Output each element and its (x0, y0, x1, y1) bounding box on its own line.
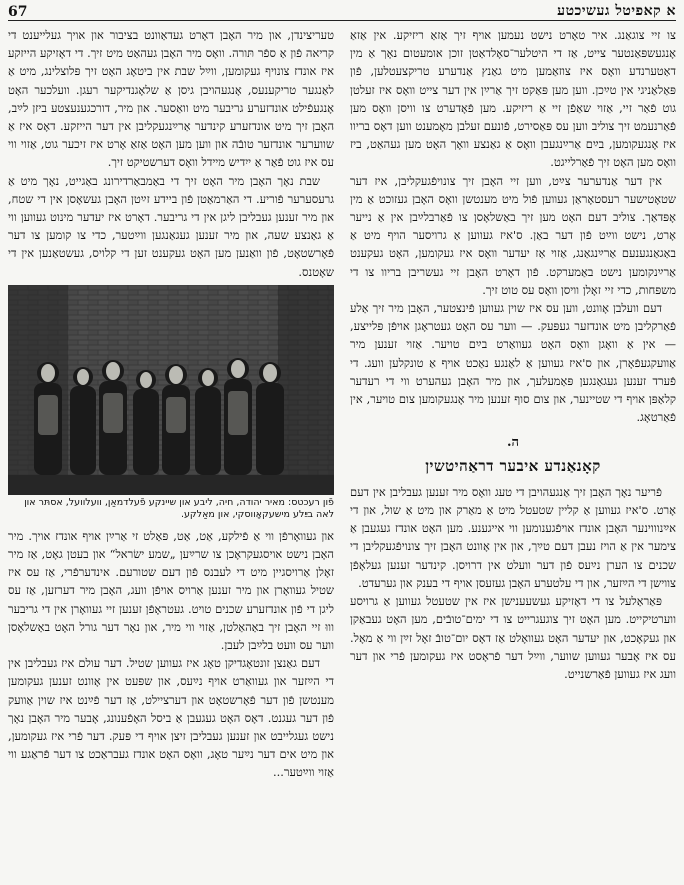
right-column (350, 26, 676, 879)
running-title: א קאפיטל געשיכטע (557, 3, 676, 19)
body-paragraph: דעם גאַנצן זונטאָגדיקן טאָג איז געווען שטיל. דער עולם איז געבליבן אין די הײַזער און געוואַרט אויף נײַעס, און שפּעט אין אָוונט זענען געקומען מענטשן פֿון דער פֿאָרשטאָט און דערציילט, אַז דער פֿײַנט איז שוין אַוועק פֿון דער געגנט. דאָס האָט געגעבן אַ ביסל האָפֿענונג, אָבער מיר האָבן נאָך נישט געגלייבט און זענען געבליבן זיצן אויף די פּעק. דער פֿרי איז געקומען, און מיט אים דער נײַער טאָג, וואָס האָט אונדז געבראַכט צו דער פֿראַגע ווי אַזוי ווײַטער... (8, 656, 334, 780)
body-paragraph: און געוואָרפֿן ווי אַ פֿילקע, אַט, אַט, פּאַלט זי אַרײַן אויף אונדז אויך. מיר האָבן נישט אויסגעקראָכן צו שרײַען „שמע ישׂראל“ און בעטן גאָט, אַז מיר זאָלן אַרויסגיין מיט די לעבנס פֿון דעם שטורעם. אינדערפֿרי, אַז עס איז שטיל געוואָרן און מיר זענען אַרויס אויפֿן וועג, האָבן מיר דערזען, אַז עס ליגן די פֿון אונדזערע שכנים טויט. געטראָפֿן זענען זיי געוואָרן אין די גריבער וווּ זיי האָבן זיך באַהאַלטן, אַזוי ווי מיר, און נאָר דער גורל האָט באַשלאָסן ווער עס וועט בלײַבן לעבן. (8, 528, 334, 653)
body-paragraph: דעם וועלבן אָוונט, ווען עס איז שוין געווען פֿינצטער, האָבן מיר זיך אַלע פֿאַרקליבן מיט אונדזער געפּעק. — ווער עס האָט געטראָגן אויפֿן פּלייצע, — אין אַ וואָגן וואָס האָט געוואַרט בײַם טויער. אַזוי זענען מיר אַוועקגעפֿאָרן, און ס'איז געווען אַ לאַנגע נאַכט אויף אַ טונקלען וועג. די פֿערד זענען געגאַנגען פּאַמעלעך, און מיר האָבן געהערט ווי די רעדער קלאַפּן אויף די שטיינער, און צום סוף זענען מיר אָנגעקומען צום טויער, אין פֿאַרטאָג. (350, 301, 676, 425)
section-title: קאָנאַנדע איבער דראַהיטשין (425, 456, 601, 475)
left-column (8, 26, 334, 879)
page-header (8, 2, 676, 21)
page-number: 67 (8, 4, 28, 20)
body-paragraph: צו זיי צוגאַנג. איר טאָרט נישט נעמען אויף זיך אַזאַ ריזיקע. אין אַזאַ אָנגעשפּאַנטער צייט, אַז די היטלער־סאָלדאַטן זוכן אומעטום נאָך אַ מין דאַטערנדע וואָס איז צוזאַמען מיט גאַנץ אַנדערע טריקצעטלען, פֿון פּאַלאַניגי אין טײַכן. ווען מען פּאַקט זיך אַרײַן אין דער צייט וואָס איז זעלטן גוט פֿאַר זיי, אַזוי שאַפֿן זיי אַ ריזיקע. מען פֿאָדערט צו וויסן וואָס מען פֿאַרנעמט זיך צוליב ווען עס פּאַסירט, פֿונעם זעלבן מאָמענט ווען דאָס בריוו איז אָנגעקומען, בײַם אַרײַנגעבן וואָס אַ גאַנצע וואָך האָט מען געהאַט, ביז וואָס מען האָט זיך פֿאַרלייגט. (350, 28, 676, 170)
body-paragraph: טעריצינדן, און מיר האָבן דאָרט געדאַוונט בציבור און אויך געלייענט די קריאה פֿון אַ ספֿר תּורה. וואָס מיר האָבן געהאַט מיט זיך. די דאָזיקע הייזקע איז אונדז צונויף געקומען, ווײַל שבת אין ביטאָג האָט זיך פּלוצלינג, מיט אַ לאַנגער טריקענעס, אָנגעהויבן גיסן אַ שלאָגנדיקער רעגן. וועלכער האָט אָנגעפֿילט אונדזערע גריבער מיט וואַסער. און מיר, דורכגענעצטע ביזן לײַב, האָבן זיך מיט אונדזערע קינדער אַרײַנגעקליבן אין דער הייזקע. דאָס איז אַ שווערער אונדזער טובֿה און ווען מען האָט אַזאַ אָרט איז זיכער גוט, אַזוי ווי עס איז גוט פֿאַר אַ ייִדיש מיידל וואָס דערשטיקט זיך. (8, 28, 334, 170)
group-photo-image (8, 285, 334, 495)
body-paragraph: שבת נאָך האָבן מיר האָט זיך די באַמבאַרדירונג באַגייט, נאָך מיט אַ גרעסערער פֿוריע. די האַרמאַטן פֿון ביידע זײַטן האָבן געשאָסן אין די שטח, און מיר זענען געבליבן ליגן אין די גריבער. דאָרט איז יעדער מינוט געווען ווי אַ גאַנצע שעה, און מיר זענען געגאַנגען ווײַטער, כדי צו קומען צו דער פֿאָרשטאָט, פֿון וואַנען מען האָט געקענט זען די קלויס, געשטאַנען אין די שאָטנס. (8, 173, 334, 279)
body-paragraph: פּאַראַלעל צו די דאָזיקע געשעענישן איז אין שטעטל געווען אַ גרויסע ווערטיקייט. מען האָט זיך צוגעגרייט צו די ימים־טובֿים, מען האָט געבאַקן און געקאָכט, און יעדער האָט געוואָלט אַז דאָס יום־טובֿ זאָל זײַן ווי אַ מאָל. עס איז אָבער געווען שווער, ווײַל דער פֿראָסט איז געקומען פֿרי און דער וועג איז געווען פֿאַרשנייט. (350, 594, 676, 681)
body-paragraph: אין דער אַנדערער צײַט, ווען זיי האָבן זיך צונויפֿגעקליבן, איז דער שטאָטישער רעסטאָראַן געווען פֿול מיט מענטשן וואָס האָבן געזוכט אַ מין אָפּדאַך. צוליב דעם האָט מען זיך באַשלאָסן צו פֿאַרבלײַבן אין אַ נייער אָרט, נישט ווײַט פֿון דער באַן. ס'איז געווען אַ גרויסער הויף מיט אַ באַגאַנגענעם אַרײַנגאַנג, אַזוי אַז יעדער וואָס איז געקומען, האָט געקענט אַרײַנקומען נישט באַמערקט. פֿון דאָרט האָבן זיי געשריבן בריוו צו די משפּחות, כדי זיי זאָלן וויסן וואָס עס טוט זיך. (350, 173, 676, 297)
section-number: ה. (506, 435, 519, 451)
photo-caption: פֿון רעכטס: מאיר יהודה, חיה, ליבע און שיינקע פֿעלדמאַן, וועלוועל, אסתּר און לאה בײַלע מישעקאָווסקי, און מאַלקע. (24, 496, 334, 520)
group-photo (8, 285, 334, 495)
body-paragraph: פֿריער נאָך האָבן זיך אַנגעהויבן די טעג וואָס מיר זענען געבליבן אין דעם אָרט. ס'איז געווען אַ קליין שטעטל מיט אַ מאַרק און מיט אַ שול, און די אײַנוווינער האָבן אונדז אויפֿגענומען ווי אייגענע. מען האָט אונדז געגעבן אַ צימער אין אַ הויז נעבן דעם טײַך, און אין אָוונט האָבן זיך צונויפֿגעקליבן די שכנים צו הערן נײַעס פֿון דער וועלט אין דרויסן. קינדער זענען געלאָפֿן צווישן די הײַזער, און די עלטערע האָבן געזעסן אויף די בענק און גערעדט. (350, 484, 676, 590)
